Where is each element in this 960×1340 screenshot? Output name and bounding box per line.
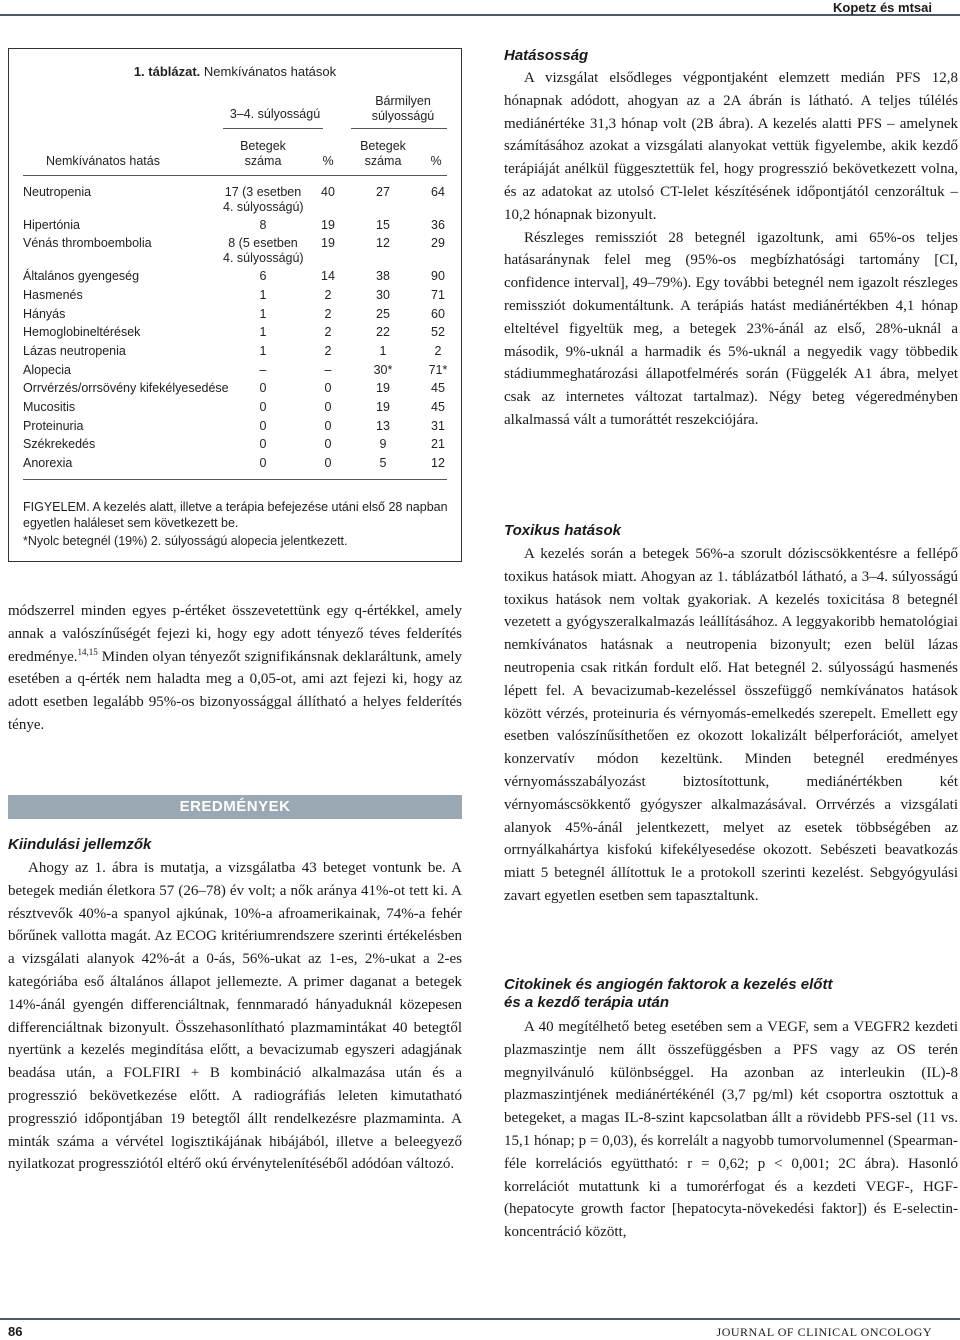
header-rule <box>23 175 447 176</box>
table-bottom-rule <box>23 479 447 480</box>
cell-p34: 0 <box>324 381 332 396</box>
baseline-paragraph: Ahogy az 1. ábra is mutatja, a vizsgálatba 43 beteget vontunk be. A betegek medián életkora 57 (26–78) év volt; a nők aránya 41%-ot tett ki. A résztvevők 40%-a spanyol ajkúnak, 10%-a afroamerikainak, 74%-a fehér bőrűnek vallotta magát. Az ECOG kritériumrendszere szerinti értékelésben a vizsgálati alanyok 42%-át a 0-ás, 56%-ukat az 1-es, 2%-ukat a 2-es kategóriába eső általános állapot jellemezte. A primer daganat a betegek 14%-ánál gyengén differenciáltnak, fennmaradó hányaduknál közepesen differenciáltnak bizonyult. Összehasonlítható plazmamintákat 40 betegtől nyertünk a kezelés megindítása előtt, a bevacizumab egyszeri adagjának beadása után, a FOLFIRI + B kombináció alkalmazása után és a progresszió bekövetkezése előtt. A radiográfiás leleten kimutatható progresszió időpontjában 19 betegtől állt rendelkezésre plazmaminta. A minták száma a vérvétel logisztikájának hibájából, illetve a beleegyező nyilatkozat progressziótól eltérő okú érvénytelenítéséből adódóan változó. <box>8 860 462 1173</box>
cell-name: Lázas neutropenia <box>23 343 126 358</box>
table-row <box>23 363 447 381</box>
cell-p34: 40 <box>321 185 335 199</box>
cell-name: Mucositis <box>23 400 76 414</box>
col-header-effect: Nemkívánatos hatás <box>46 154 160 168</box>
efficacy-paragraphs: A vizsgálat elsődleges végpontjaként elemzett medián PFS 12,8 hónapnak adódott, ahogyan az a 2A ábrán is látható. A teljes túlélés mediánértéke 31,3 hónap volt (2B ábra). A kezelés alatti PFS – amelynek számításához azokat a vizsgálati alanyokat vettük figyelembe, akik kezdő terápiáját anélkül függesztettük fel, hogy progresszió bekövetkezett volna, és az adatokat az utolsó CT-lelet készítésének időpontjától cenzoráltuk – 10,2 hónapnak bizonyult. Részleges remissziót 28 betegnél igazoltunk, ami 65%-os teljes hatásaránynak felel meg (95%-os megbízhatósági tartomány [CI, confidence interval], 49–79%). Egy további betegnél nem igazolt részleges remissziót dokumentáltunk. A terápiás hatást mediánértékben 4,1 hónap elteltével figyeltük meg, a betegek 23%-ánál az első, 28%-uknál a második, 9%-uknál a harmadik és 5%-uknál a negyedik vagy többedik stádiummeghatározási állapotfelmérés során (Függelék A1 ábra, melyet csak az internetes változat tartalmaz). Négy beteg végeredményben alkalmassá vált a tumoráttét reszekciójára. <box>504 70 958 428</box>
cell-pany: 71* <box>428 362 448 377</box>
table-row-subline <box>23 251 447 269</box>
cell-p34: 2 <box>324 325 332 340</box>
cell-name: Alopecia <box>23 362 71 377</box>
cell-pany: 45 <box>431 400 445 414</box>
cell-sub: 4. súlyosságú) <box>223 251 304 266</box>
subheading-cytokines-l2: és a kezdő terápia után <box>504 994 670 1011</box>
cell-pany: 45 <box>431 381 445 396</box>
cell-name: Orrvérzés/orrsövény kifekélyesedése <box>23 381 229 396</box>
page-number: 86 <box>8 1324 23 1339</box>
table-row <box>23 344 447 362</box>
cell-nany: 30 <box>376 287 390 302</box>
cell-pany: 12 <box>431 456 445 471</box>
table-footnote-1: FIGYELEM. A kezelés alatt, illetve a terápia befejezése utáni első 28 napban egyetlen haláleset sem következett be. <box>23 500 448 530</box>
table-title: 1. táblázat. Nemkívánatos hatások <box>133 64 337 79</box>
cell-nany: 1 <box>379 343 387 358</box>
subheading-toxicity: Toxikus hatások <box>504 522 621 539</box>
subheading-cytokines-l1: Citokinek és angiogén faktorok a kezelés előtt <box>504 976 833 993</box>
cell-nany: 19 <box>376 381 390 396</box>
cell-name: Vénás thromboembolia <box>23 236 152 251</box>
left-column-text <box>8 600 462 737</box>
cell-pany: 90 <box>431 269 445 284</box>
subheading-efficacy: Hatásosság <box>504 47 589 64</box>
cell-n34: 0 <box>259 418 267 433</box>
cell-name: Hipertónia <box>23 217 80 232</box>
table-row <box>23 419 447 437</box>
journal-name: JOURNAL OF CLINICAL ONCOLOGY <box>716 1325 932 1339</box>
col-header-patients-2b: száma <box>364 154 402 168</box>
cell-p34: 2 <box>324 287 332 302</box>
cell-p34: – <box>324 362 332 377</box>
cell-n34: 8 <box>259 217 267 232</box>
col-header-patients-1: Betegek <box>240 139 286 153</box>
cell-name: Proteinuria <box>23 418 84 433</box>
cell-sub: 4. súlyosságú) <box>223 199 304 214</box>
adverse-events-table <box>8 48 462 562</box>
group-rule-1 <box>223 128 323 129</box>
cell-nany: 13 <box>376 418 390 433</box>
cell-p34: 19 <box>321 217 335 232</box>
group-rule-2 <box>351 128 447 129</box>
cell-p34: 0 <box>324 456 332 471</box>
cell-nany: 27 <box>376 185 390 199</box>
cell-name: Hemoglobineltérések <box>23 325 141 340</box>
cell-p34: 14 <box>321 269 335 284</box>
table-row <box>23 269 447 287</box>
table-row <box>23 288 447 306</box>
subheading-baseline: Kiindulási jellemzők <box>8 836 152 853</box>
cell-n34: 0 <box>259 381 267 396</box>
cell-name: Általános gyengeség <box>23 269 140 284</box>
table-row <box>23 325 447 343</box>
section-header-results: EREDMÉNYEK <box>8 795 462 819</box>
table-footnote-2: *Nyolc betegnél (19%) 2. súlyosságú alopecia jelentkezett. <box>23 534 348 548</box>
table-row <box>23 218 447 236</box>
cell-pany: 64 <box>431 185 445 199</box>
methods-paragraph: módszerrel minden egyes p-értéket összevetettünk egy q-értékkel, amely annak a valószínűségét fejezi ki, hogy egy adott tényező téves felderítés eredménye.$^{14,15}$ Minden olyan tényezőt szignifikánsnak deklaráltunk, amely esetében a q-érték nem haladta meg a 0,05-ot, ami azt fejezi ki, hogy az adott esetben legalább 95%-os bizonyossággal állítható a helyes felderítés ténye. <box>8 603 462 733</box>
cell-name: Székrekedés <box>23 437 96 452</box>
group-header-grade34: 3–4. súlyosságú <box>229 107 321 121</box>
table-row <box>23 437 447 455</box>
cell-nany: 5 <box>379 456 387 471</box>
cell-n34: 8 (5 esetben <box>228 236 298 251</box>
cell-pany: 52 <box>431 325 445 340</box>
cell-n34: 0 <box>259 456 267 471</box>
cell-n34: 17 (3 esetben <box>224 185 302 199</box>
group-header-any-l2: súlyosságú <box>371 109 435 123</box>
cell-pany: 29 <box>431 236 445 251</box>
cell-nany: 30* <box>373 362 393 377</box>
cell-p34: 0 <box>324 400 332 414</box>
header-rule <box>0 0 960 16</box>
cell-n34: 0 <box>259 437 267 452</box>
cell-pany: 31 <box>431 418 445 433</box>
cell-pany: 60 <box>431 306 445 321</box>
cell-n34: 6 <box>259 269 267 284</box>
cell-nany: 38 <box>376 269 390 284</box>
cell-pany: 36 <box>431 217 445 232</box>
cell-name: Hányás <box>23 306 66 321</box>
cell-n34: 1 <box>259 306 267 321</box>
table-row <box>23 307 447 325</box>
cell-name: Anorexia <box>23 456 73 471</box>
table-row <box>23 456 447 474</box>
col-header-pct-2: % <box>430 154 442 168</box>
table-row <box>23 381 447 399</box>
cell-n34: – <box>259 362 267 377</box>
cell-nany: 12 <box>376 236 390 251</box>
cell-p34: 2 <box>324 343 332 358</box>
cell-n34: 0 <box>259 400 267 414</box>
cell-n34: 1 <box>259 343 267 358</box>
cell-nany: 25 <box>376 306 390 321</box>
toxicity-paragraph: A kezelés során a betegek 56%-a szorult dóziscsökkentésre a fellépő toxikus hatások miatt. Ahogyan az 1. táblázatból látható, a 3–4. súlyosságú toxikus hatások nem voltak gyakoriak. A kezelés toxicitása 8 betegnél vezetett a gyógyszeralkalmazás leállításához. A leggyakoribb hematológiai nemkívánatos hatásnak a neutropenia bizonyult; ezen belül lázas neutropenia csak ritkán fordult elő. Hat betegnél 2. súlyosságú hasmenés lépett fel. A bevacizumab-kezeléssel összefüggő nemkívánatos hatások között vérzés, proteinuria és vérnyomás-emelkedés szerepelt. Emellett egy esetben valószínűsíthetően ez okozott lokalizált bélperforációt, amelyet konzervatív módon kezeltünk. Minden betegnél eredményes vérnyomásszabályozást biztosítottunk, mediánértékben két vérnyomáscsökkentő gyógyszer alkalmazásával. Orrvérzés a vizsgálati alanyok 45%-ánál jelentkezett, melyet az esetek többségében az orrnyálkahártya kisfokú kifekélyesedése okozott. Sebészeti beavatkozás miatt 5 betegnél állítottuk le a protokoll szerinti kezelést. Sebgyógyulási zavart egyetlen esetben sem tapasztaltunk. <box>504 546 958 904</box>
cell-name: Hasmenés <box>23 287 83 302</box>
group-header-any-l1: Bármilyen <box>375 94 431 108</box>
cell-pany: 2 <box>434 343 442 358</box>
cell-nany: 15 <box>376 217 390 232</box>
running-header-authors: Kopetz és mtsai <box>833 0 932 15</box>
table-row <box>23 400 447 418</box>
cytokines-paragraph: A 40 megítélhető beteg esetében sem a VEGF, sem a VEGFR2 kezdeti plazmaszintje nem állt összefüggésben a PFS vagy az OS terén megnyilvánuló különbséggel. Ha azonban az interleukin (IL)-8 plazmaszintjének mediánértékénél (3,7 pg/ml) két csoportra osztottuk a betegeket, a magas IL-8-szint kapcsolatban állt a rövidebb PFS-sel (11 vs. 15,1 hónap; p = 0,03), és korrelált a nagyobb tumorvolumennel (Spearman-féle korrelációs együttható: r = 0,62; p < 0,001; 2C ábra). Hasonló korrelációt mutattunk ki a tumorérfogat és a kezdeti VEGF-, HGF- (hepatocyte growth factor [hepatocyta-növekedési faktor]) és E-selectin-koncentráció között, <box>504 1019 958 1241</box>
cell-nany: 9 <box>379 437 387 452</box>
cell-nany: 22 <box>376 325 390 340</box>
cell-p34: 19 <box>321 236 335 251</box>
col-header-patients-2: Betegek <box>360 139 406 153</box>
col-header-patients-1b: száma <box>244 154 282 168</box>
cell-pany: 21 <box>431 437 445 452</box>
cell-nany: 19 <box>376 400 390 414</box>
cell-pany: 71 <box>431 287 445 302</box>
cell-n34: 1 <box>259 325 267 340</box>
cell-name: Neutropenia <box>23 185 92 199</box>
cell-p34: 2 <box>324 306 332 321</box>
cell-p34: 0 <box>324 418 332 433</box>
table-row-subline <box>23 200 447 218</box>
cell-p34: 0 <box>324 437 332 452</box>
col-header-pct-1: % <box>322 154 334 168</box>
footer-rule <box>0 1318 960 1320</box>
cell-n34: 1 <box>259 287 267 302</box>
